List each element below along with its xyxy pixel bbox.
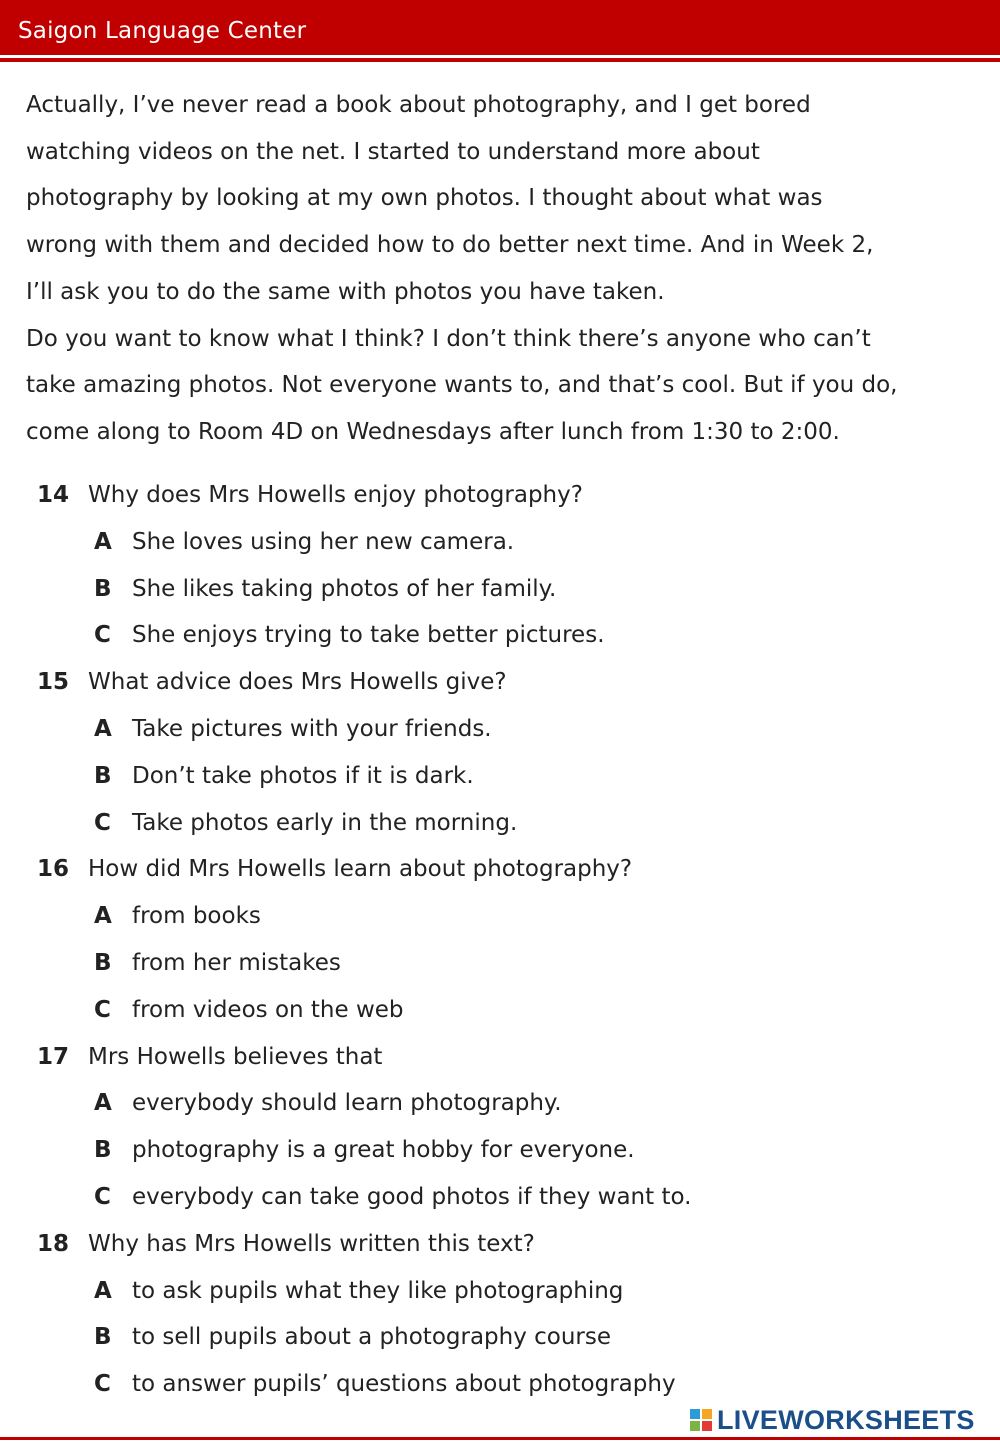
question-16-option-b[interactable]: [0, 940, 1000, 987]
option-text: from videos on the web: [132, 996, 404, 1023]
question-17-option-b[interactable]: [0, 1127, 1000, 1174]
option-text: to ask pupils what they like photographing: [132, 1277, 624, 1304]
question-17: [0, 1034, 1000, 1081]
question-text: Mrs Howells believes that: [88, 1043, 383, 1070]
header-bar: [0, 0, 1000, 55]
passage-line: wrong with them and decided how to do better next time. And in Week 2,: [26, 232, 874, 259]
passage-line: Do you want to know what I think? I don’t think there’s anyone who can’t: [26, 325, 871, 352]
question-15: [0, 659, 1000, 706]
question-text: How did Mrs Howells learn about photography?: [88, 856, 633, 883]
passage-line: come along to Room 4D on Wednesdays after lunch from 1:30 to 2:00.: [26, 418, 840, 445]
option-text: photography is a great hobby for everyone.: [132, 1137, 635, 1164]
question-18-option-a[interactable]: [0, 1268, 1000, 1315]
footer-divider: [0, 1437, 1000, 1440]
option-text: from books: [132, 903, 261, 930]
logo-grid-icon: [690, 1409, 712, 1431]
option-letter: A: [94, 715, 112, 742]
logo-square: [702, 1409, 712, 1419]
option-text: everybody can take good photos if they want to.: [132, 1183, 692, 1210]
question-17-option-a[interactable]: [0, 1080, 1000, 1127]
option-letter: C: [94, 996, 111, 1023]
question-18: [0, 1221, 1000, 1268]
header-divider: [0, 58, 1000, 62]
option-text: from her mistakes: [132, 949, 341, 976]
question-15-option-c[interactable]: [0, 800, 1000, 847]
liveworksheets-logo[interactable]: [690, 1402, 975, 1438]
question-16: [0, 846, 1000, 893]
question-text: Why has Mrs Howells written this text?: [88, 1230, 535, 1257]
logo-square: [690, 1421, 700, 1431]
option-text: to answer pupils’ questions about photography: [132, 1371, 676, 1398]
question-14-option-c[interactable]: [0, 612, 1000, 659]
question-16-option-c[interactable]: [0, 987, 1000, 1034]
passage-line: photography by looking at my own photos. I thought about what was: [26, 185, 823, 212]
option-letter: B: [94, 575, 112, 602]
option-text: She loves using her new camera.: [132, 528, 515, 555]
question-18-option-c[interactable]: [0, 1361, 1000, 1408]
question-text: What advice does Mrs Howells give?: [88, 669, 507, 696]
question-16-option-a[interactable]: [0, 893, 1000, 940]
option-text: Take photos early in the morning.: [132, 809, 518, 836]
option-letter: B: [94, 1137, 112, 1164]
question-list: [0, 472, 1000, 1408]
option-letter: A: [94, 903, 112, 930]
option-text: everybody should learn photography.: [132, 1090, 562, 1117]
passage-line: take amazing photos. Not everyone wants to, and that’s cool. But if you do,: [26, 372, 898, 399]
question-number: 16: [37, 856, 70, 883]
option-letter: C: [94, 622, 111, 649]
question-15-option-a[interactable]: [0, 706, 1000, 753]
option-letter: C: [94, 1183, 111, 1210]
option-letter: B: [94, 1324, 112, 1351]
logo-square: [690, 1409, 700, 1419]
option-text: She enjoys trying to take better pictures.: [132, 622, 605, 649]
option-letter: C: [94, 1371, 111, 1398]
option-letter: B: [94, 949, 112, 976]
option-text: Don’t take photos if it is dark.: [132, 762, 474, 789]
option-letter: A: [94, 1277, 112, 1304]
question-text: Why does Mrs Howells enjoy photography?: [88, 482, 583, 508]
question-number: 15: [37, 669, 70, 696]
option-letter: B: [94, 762, 112, 789]
reading-passage: [26, 82, 986, 456]
logo-text: LIVEWORKSHEETS: [717, 1404, 975, 1435]
question-number: 14: [37, 482, 70, 508]
option-text: She likes taking photos of her family.: [132, 575, 557, 602]
question-18-option-b[interactable]: [0, 1314, 1000, 1361]
option-letter: C: [94, 809, 111, 836]
logo-square: [702, 1421, 712, 1431]
question-number: 17: [37, 1043, 70, 1070]
passage-line: I’ll ask you to do the same with photos you have taken.: [26, 278, 665, 305]
option-letter: A: [94, 1090, 112, 1117]
question-14: [0, 472, 1000, 519]
passage-line: Actually, I’ve never read a book about photography, and I get bored: [26, 92, 811, 118]
option-text: to sell pupils about a photography course: [132, 1324, 612, 1351]
question-14-option-b[interactable]: [0, 566, 1000, 613]
option-text: Take pictures with your friends.: [132, 715, 492, 742]
question-number: 18: [37, 1230, 70, 1257]
question-14-option-a[interactable]: [0, 519, 1000, 566]
question-17-option-c[interactable]: [0, 1174, 1000, 1221]
option-letter: A: [94, 528, 112, 555]
passage-line: watching videos on the net. I started to understand more about: [26, 138, 760, 165]
question-15-option-b[interactable]: [0, 753, 1000, 800]
header-title: Saigon Language Center: [18, 18, 307, 44]
